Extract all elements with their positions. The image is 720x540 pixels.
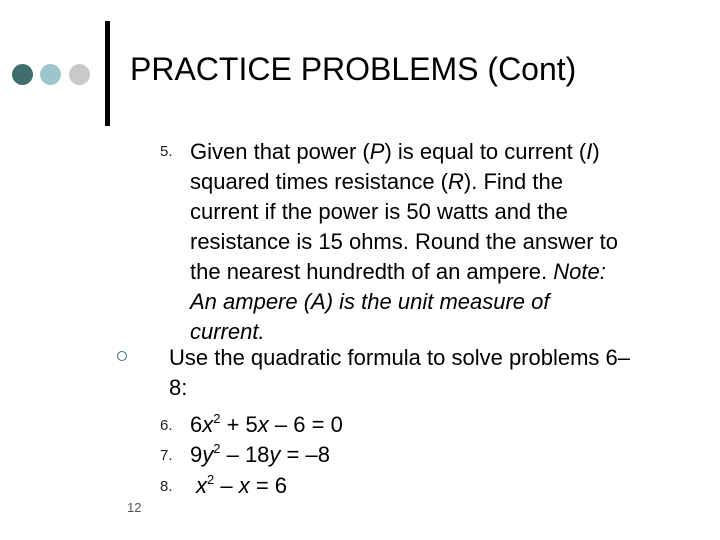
- decorative-dot-light: [40, 64, 61, 85]
- slide-title: PRACTICE PROBLEMS (Cont): [130, 51, 577, 87]
- problem-5-line: Given that power (P) is equal to current (I): [190, 139, 600, 164]
- instruction-line: Use the quadratic formula to solve problems 6–: [169, 345, 631, 370]
- problem-5-line: the nearest hundredth of an ampere. Note:: [190, 259, 606, 284]
- instruction-line: 8:: [169, 375, 188, 400]
- problem-5-line: squared times resistance (R). Find the: [190, 169, 563, 194]
- decorative-dot-gray: [69, 64, 90, 85]
- title-divider-bar: [105, 21, 110, 126]
- problem-8-number: 8.: [160, 478, 173, 495]
- problem-5-line: current.: [190, 319, 265, 344]
- problem-5-line: current if the power is 50 watts and the: [190, 199, 568, 224]
- problem-5-line: An ampere (A) is the unit measure of: [190, 289, 550, 314]
- bullet-icon: [117, 351, 127, 361]
- problem-7-equation: $9y^2 - 18y = -8$: [190, 441, 330, 467]
- problem-6-equation: $6x^2 + 5x - 6 = 0$: [190, 411, 343, 437]
- decorative-dot-dark: [12, 64, 33, 85]
- problem-8-equation: $x^2 - x = 6$: [196, 472, 288, 498]
- problem-6-number: 6.: [160, 417, 173, 434]
- slide-number: 12: [127, 500, 142, 515]
- problem-7-number: 7.: [160, 447, 173, 464]
- problem-5-number: 5.: [160, 143, 173, 160]
- problem-5-line: resistance is 15 ohms. Round the answer to: [190, 229, 619, 254]
